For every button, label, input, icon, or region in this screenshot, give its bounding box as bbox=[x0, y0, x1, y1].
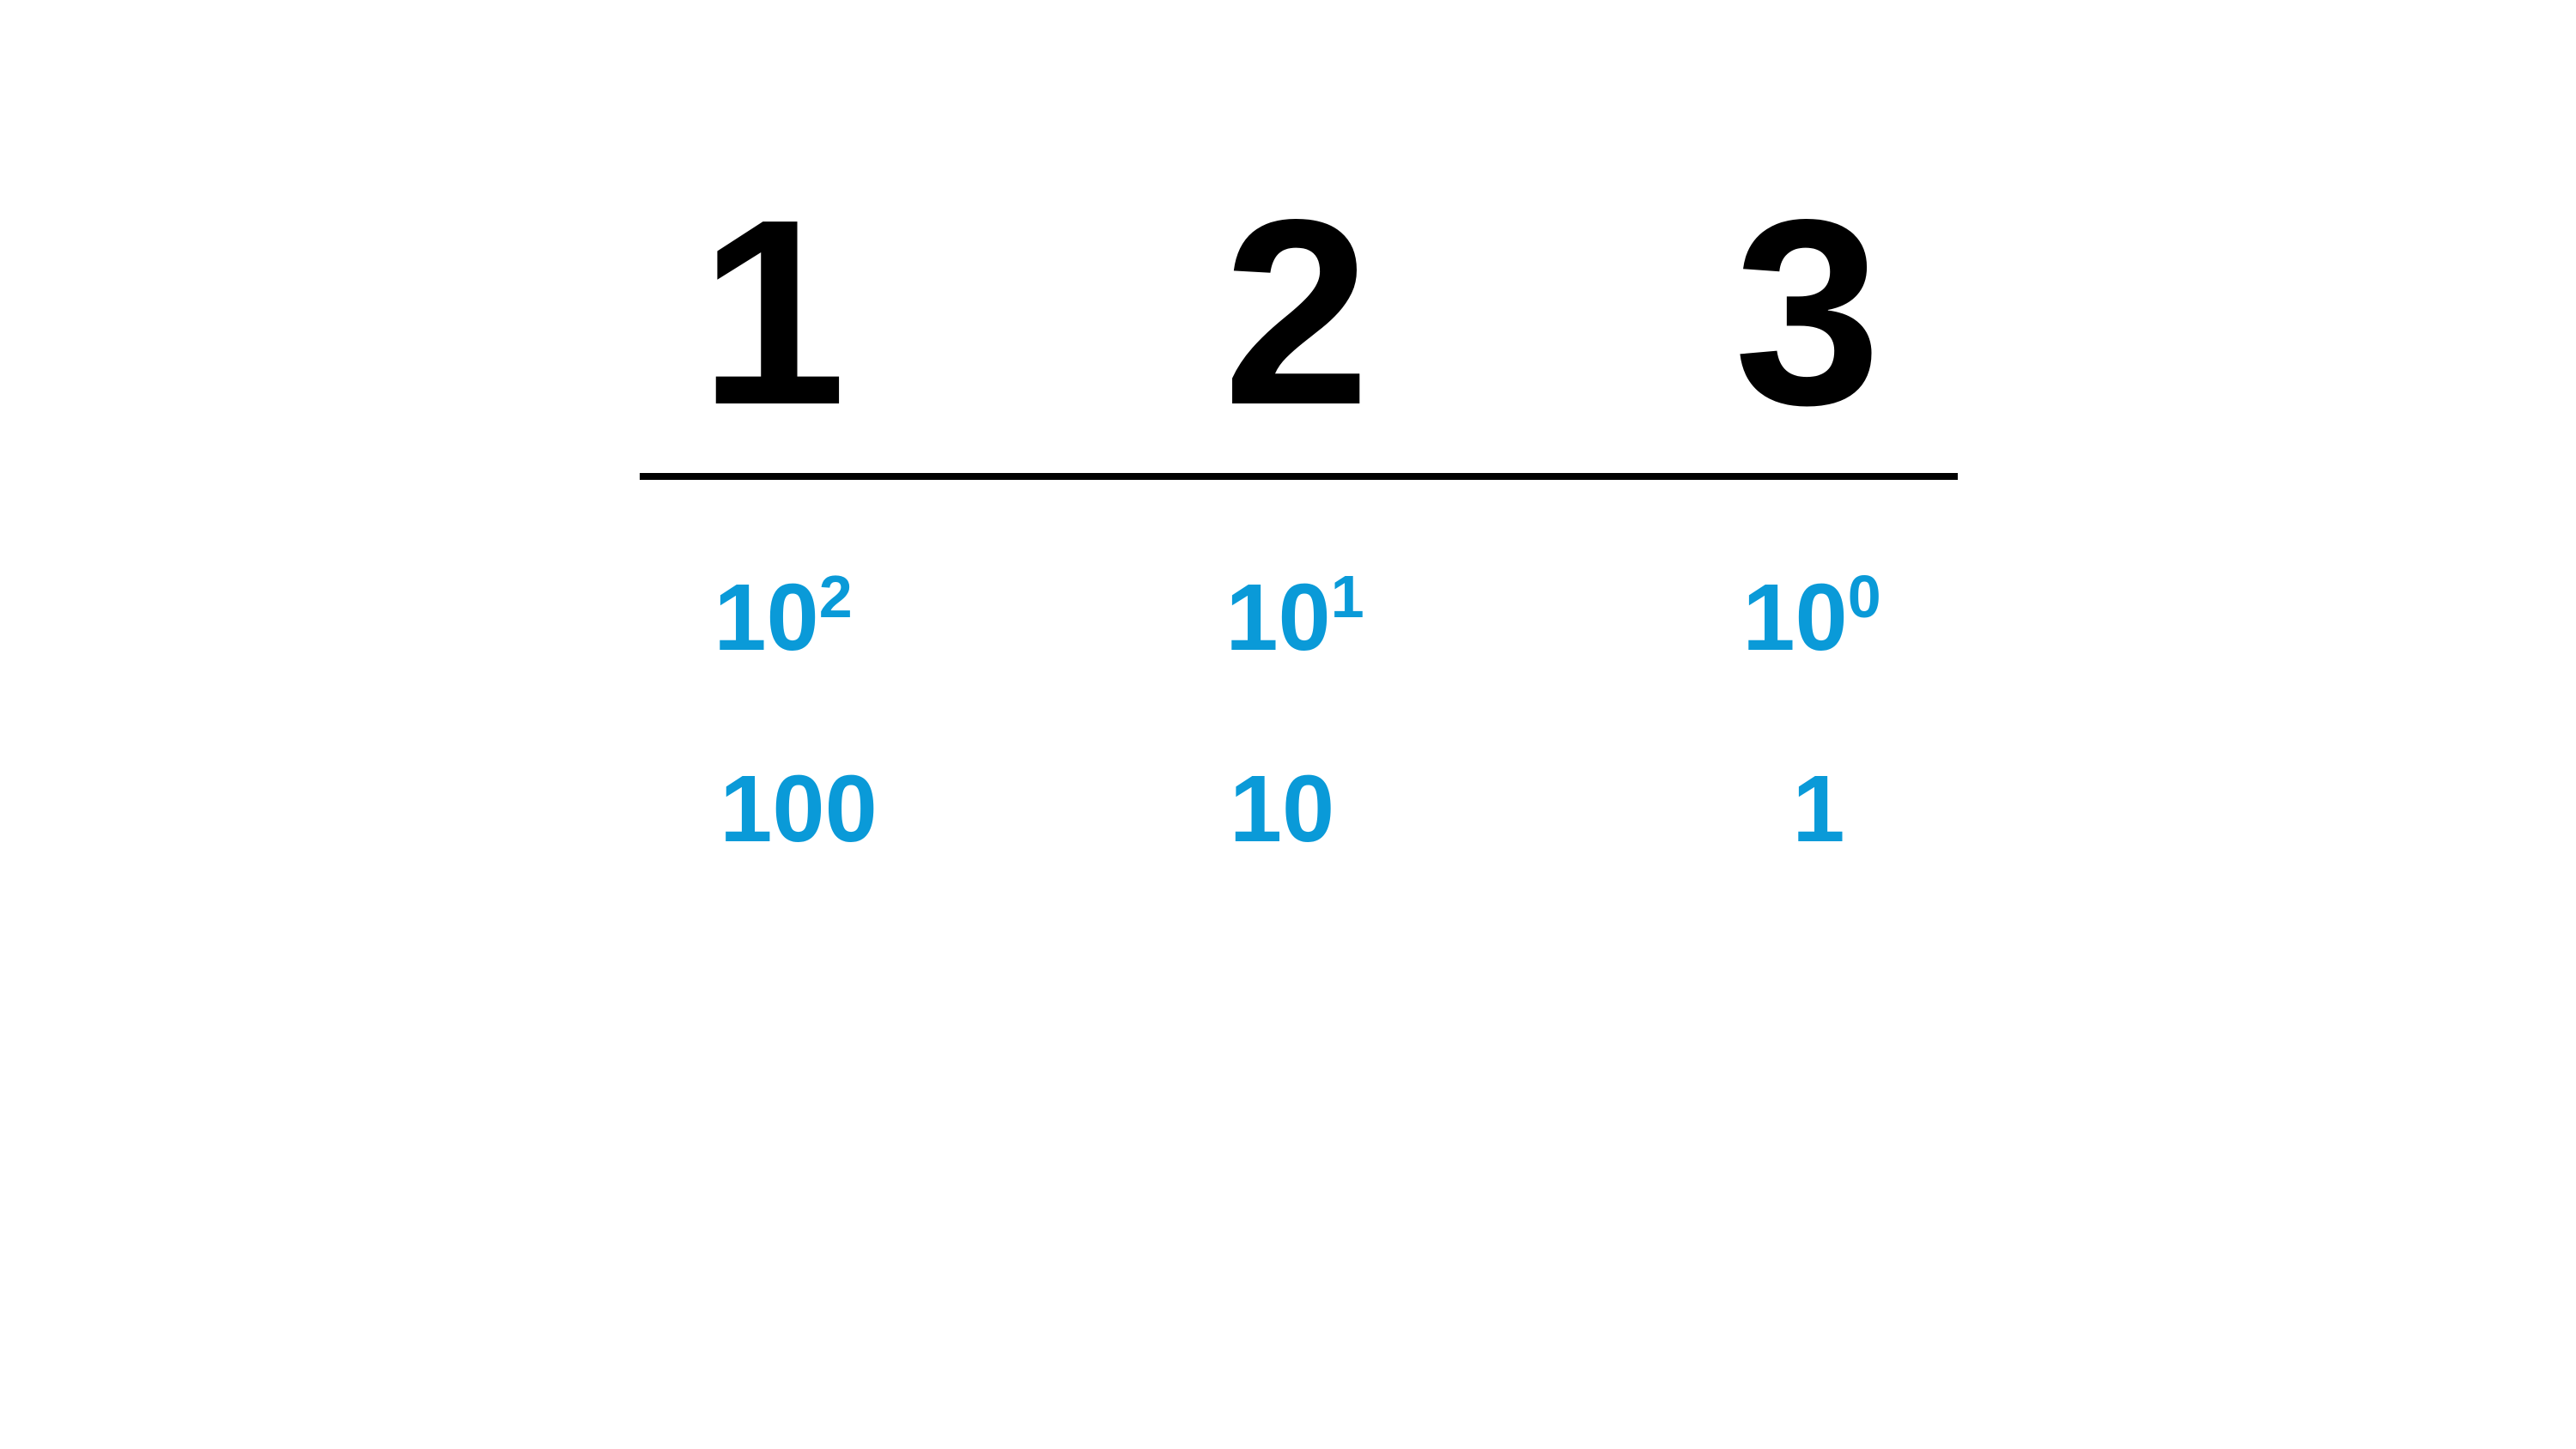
power-base: 10 bbox=[714, 565, 819, 670]
value-hundreds: 100 bbox=[720, 756, 878, 862]
power-exponent: 2 bbox=[818, 562, 853, 630]
power-exponent: 1 bbox=[1330, 562, 1364, 630]
value-ones: 1 bbox=[1792, 756, 1845, 862]
power-exponent: 0 bbox=[1847, 562, 1881, 630]
power-base: 10 bbox=[1742, 565, 1848, 670]
digit-tens: 2 bbox=[1223, 165, 1370, 460]
power-hundreds bbox=[714, 562, 853, 670]
power-tens bbox=[1225, 562, 1364, 670]
power-base: 10 bbox=[1225, 565, 1331, 670]
divider-line bbox=[640, 473, 1958, 480]
digit-hundreds: 1 bbox=[699, 165, 847, 460]
value-tens: 10 bbox=[1229, 756, 1335, 862]
digit-ones: 3 bbox=[1734, 165, 1881, 460]
power-ones bbox=[1742, 562, 1881, 670]
